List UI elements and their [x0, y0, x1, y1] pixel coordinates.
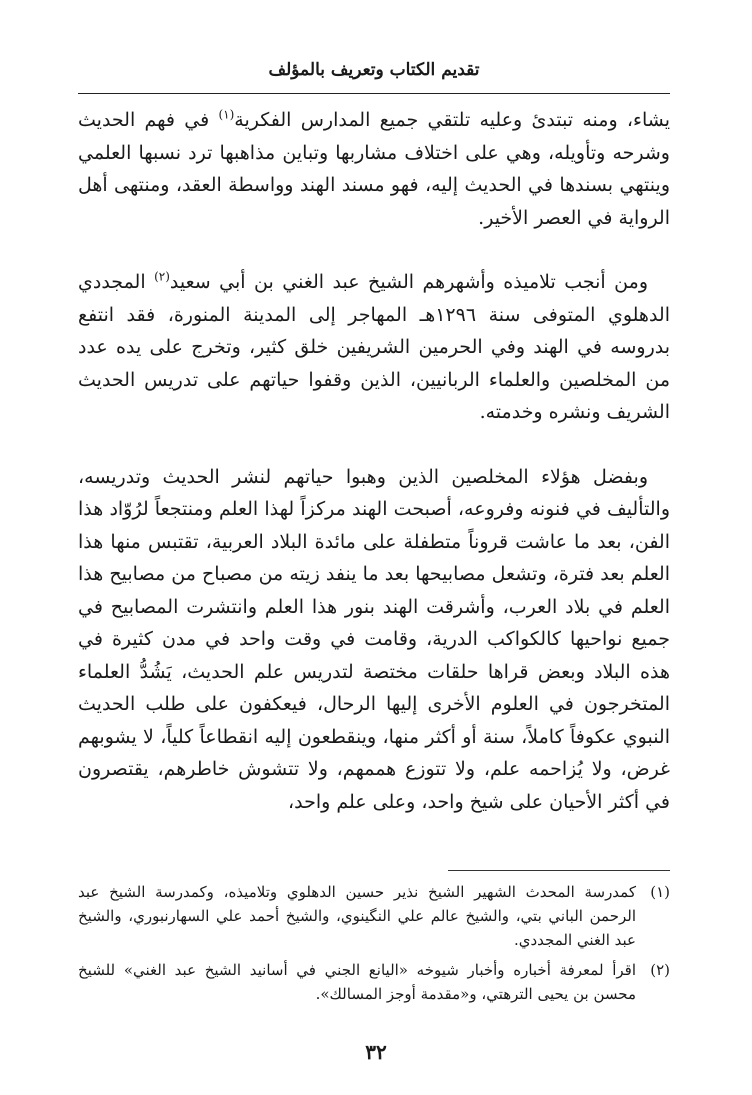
footnote-rule — [448, 870, 670, 871]
paragraph-2-text-b: المجددي الدهلوي المتوفى سنة ١٢٩٦هـ المهاجر إلى المدينة المنورة، فقد انتفع بدروسه في الهند وفي الحرمين الشريفين خلق كثير، وتخرج على يده عدد من المخلصين والعلماء الربانيين، الذين وقفوا حياتهم على تدريس الحديث الشريف ونشره وخدمته. — [78, 271, 670, 423]
paragraph-3: وبفضل هؤلاء المخلصين الذين وهبوا حياتهم لنشر الحديث وتدريسه، والتأليف في فنونه وفروعه، أصبحت الهند مركزاً لهذا العلم ومنتجعاً لرُوّاد هذا الفن، بعد ما عاشت قروناً متطفلة على مائدة البلاد العربية، تقتبس منها هذا العلم بعد فترة، وتشعل مصابيحها بعد ما ينفد زيته من مصباح من مصابيح هذا العلم في بلاد العرب، وأشرقت الهند بنور هذا العلم وانتشرت المصابيح في جميع نواحيها كالكواكب الدرية، وقامت في وقت واحد في مدن كثيرة في هذه البلاد وبعض قراها حلقات مختصة لتدريس علم الحديث، يَشُدُّ العلماء المتخرجون في العلوم الأخرى إليها الرحال، فيعكفون على طلب الحديث النبوي عكوفاً كاملاً، سنة أو أكثر منها، وينقطعون إليه انقطاعاً كلياً، لا يشوبهم غرض، ولا يُزاحمه علم، ولا تتوزع هممهم، ولا تتشوش خاطرهم، يقتصرون في أكثر الأحيان على شيخ واحد، وعلى علم واحد، — [78, 465, 670, 813]
footnote-1-number: (١) — [650, 883, 670, 901]
paragraph-1-text-a: يشاء، ومنه تبتدئ وعليه تلتقي جميع المدارس الفكرية — [234, 109, 670, 131]
paragraph-2 — [78, 266, 670, 429]
footnote-ref-2[interactable]: (٢) — [154, 269, 170, 284]
footnote-2-number: (٢) — [650, 961, 670, 979]
paragraph-1-text-b: في فهم الحديث وشرحه وتأويله، وهي على اختلاف مشاربها وتباين مذاهبها ترد نسبها العلمي وينتهي بسندها في الحديث إليه، فهو مسند الهند وواسطة العقد، ومنتهى أهل الرواية في العصر الأخير. — [78, 109, 670, 229]
footnote-1-text: كمدرسة المحدث الشهير الشيخ نذير حسين الدهلوي وتلاميذه، وكمدرسة الشيخ عبد الرحمن الباني بتي، والشيخ عالم علي النگينوي، والشيخ أحمد علي السهارنبوري، والشيخ عبد الغني المجددي. — [78, 883, 636, 949]
footnotes — [78, 880, 670, 1012]
main-text — [78, 104, 670, 818]
paragraph-1 — [78, 104, 670, 234]
running-header: تقديم الكتاب وتعريف بالمؤلف — [268, 60, 480, 80]
page-number: ٣٢ — [365, 1040, 387, 1064]
footnote-ref-1[interactable]: (١) — [218, 107, 235, 122]
paragraph-2-text-a: ومن أنجب تلاميذه وأشهرهم الشيخ عبد الغني بن أبي سعيد — [169, 271, 648, 293]
footnote-1 — [78, 880, 670, 952]
header-rule — [78, 93, 670, 94]
footnote-2 — [78, 958, 670, 1006]
footnote-2-text: اقرأ لمعرفة أخباره وأخبار شيوخه «اليانع الجني في أسانيد الشيخ عبد الغني» للشيخ محسن بن يحيى الترهتي، و«مقدمة أوجز المسالك». — [78, 961, 636, 1003]
